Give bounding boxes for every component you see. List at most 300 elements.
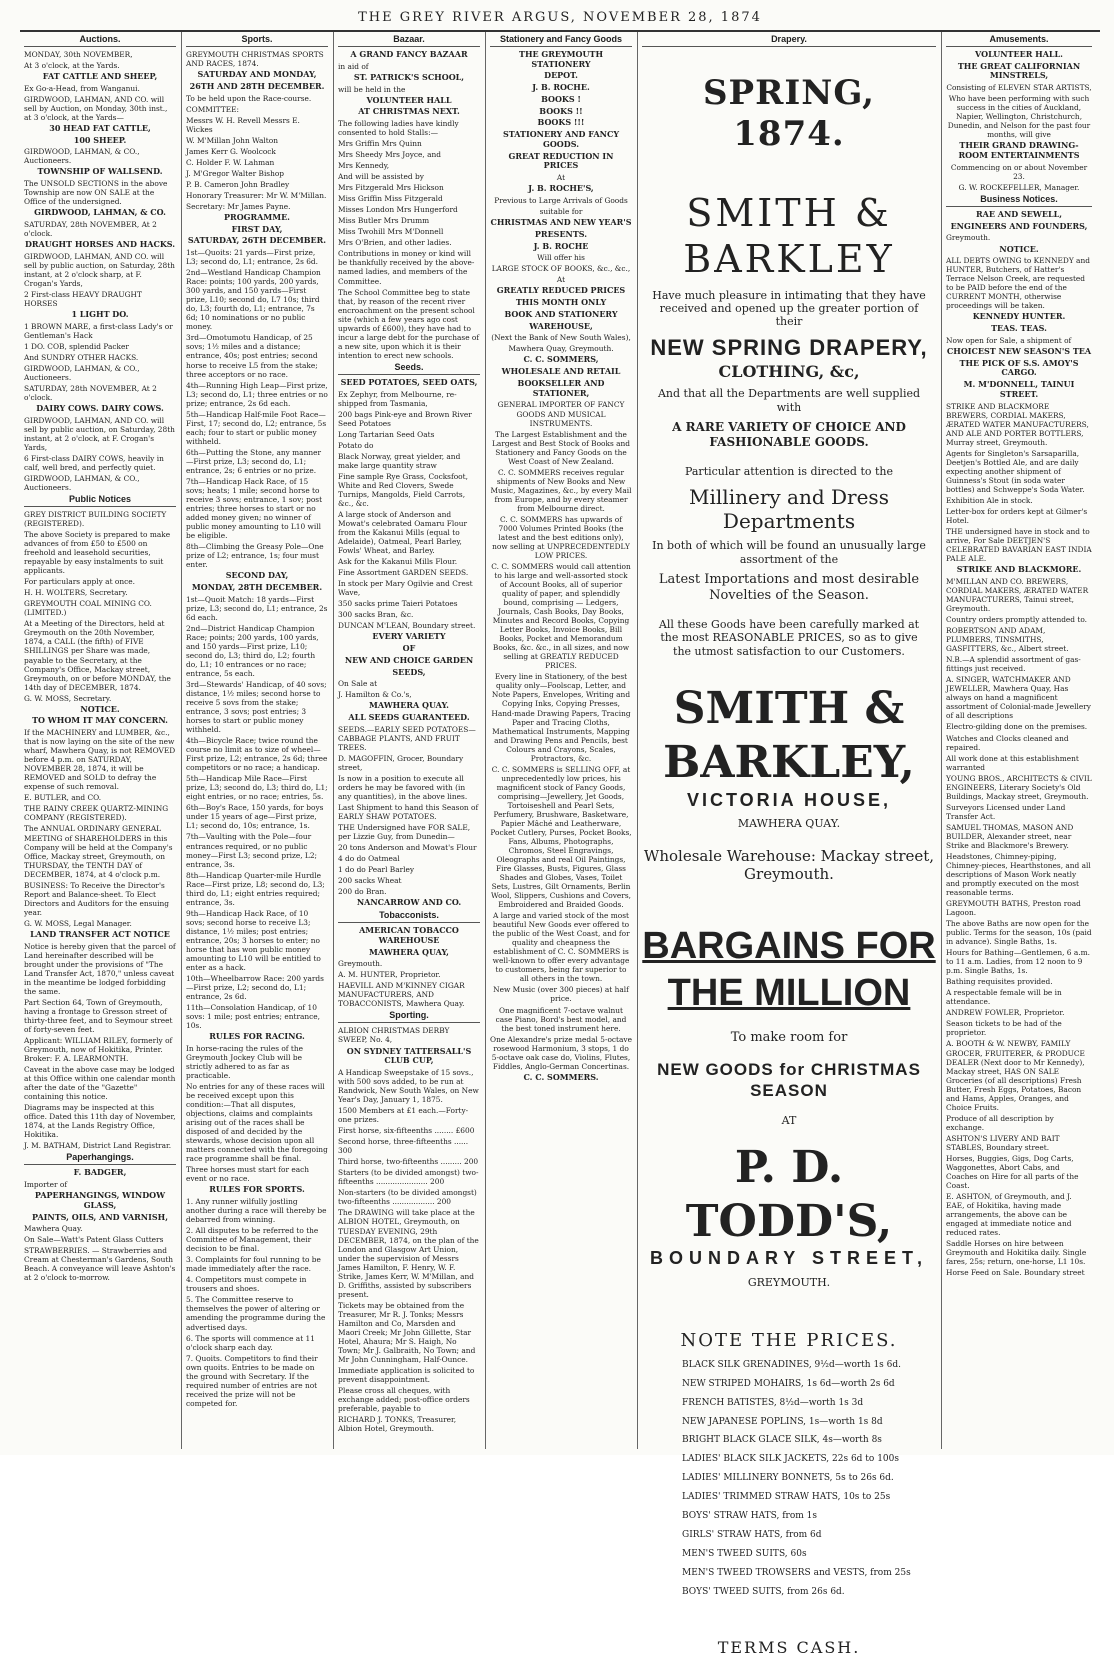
text-line: MEN'S TWEED TROWSERS and VESTS, from 25s — [682, 1568, 911, 1579]
text-line: LADIES' MILLINERY BONNETS, 5s to 26s 6d. — [682, 1473, 894, 1484]
text-line: Agents for Singleton's Sarsaparilla, Deetjen's Bottled Ale, and are daily expecting another shipment of Guinness's Stout (in soda water bottles) and Schweppe's Soda Water. — [946, 448, 1085, 494]
text-line: THIS MONTH ONLY — [515, 297, 607, 308]
text-line: Potato do — [338, 440, 374, 450]
text-line: At 3 o'clock, at the Yards. — [24, 61, 120, 70]
text-line: FAT CATTLE AND SHEEP, — [42, 71, 158, 82]
text-line: SATURDAY, 28th NOVEMBER, At 2 o'clock. — [24, 384, 157, 403]
text-line: will be held in the — [338, 84, 406, 94]
text-line: Importer of — [24, 1179, 68, 1189]
text-line: 2 First-class HEAVY DRAUGHT HORSES — [24, 290, 142, 309]
tobacconists-body — [338, 926, 480, 1008]
boundary-street: BOUNDARY STREET, — [649, 1248, 929, 1269]
text-line: H. H. WOLTERS, Secretary. — [24, 588, 128, 598]
text-line: GREY DISTRICT BUILDING SOCIETY (REGISTERED). — [24, 510, 167, 529]
text-line: Ex Go-a-Head, from Wanganui. — [24, 83, 140, 93]
text-line: Diagrams may be inspected at this office. Dated this 11th day of November, 1874, at the Lands Registry Office, Hokitika. — [24, 1103, 176, 1140]
text-line: BOYS' TWEED SUITS, from 26s 6d. — [682, 1587, 845, 1598]
text-line: In stock per Mary Ogilvie and Crest Wave, — [338, 579, 473, 598]
text-line: 100 SHEEP. — [73, 134, 127, 145]
text-line: 5th—Handicap Mile Race—First prize, L3; second do, L3; third do, L1; eight entries, or no race; entries, 5s. — [186, 774, 328, 802]
text-line: THE PICK OF S.S. AMOY'S CARGO. — [959, 357, 1079, 378]
at-label: AT — [781, 1113, 797, 1127]
text-line: C. C. SOMMERS receives regular shipments of New Books and New Music, Magazines, &c., by every Mail from Europe, and by every steamer from Melbourne direct. — [490, 467, 632, 513]
text-line: CHOICEST NEW SEASON'S TEA — [946, 345, 1092, 356]
text-line: The above Baths are now open for the public. Terms for the season, 10s (paid in advance). Single Baths, 1s. — [946, 919, 1092, 947]
text-line: No entries for any of these races will be received except upon this condition:—That all disputes, objections, claims and complaints arising out of the races shall be disposed of and decided by the stewards, whose decision upon all matters connected with the foregoing race programme shall be final. — [186, 1082, 328, 1164]
text-line: SATURDAY, 28th NOVEMBER, At 2 o'clock. — [24, 220, 157, 239]
text-line: Contributions in money or kind will be thankfully received by the above-named ladies, and members of the Committee. — [338, 249, 475, 286]
text-line: ALL DEBTS OWING to KENNEDY and HUNTER, Butchers, of Hatter's Terrace Nelson Creek, are requested to be PAID before the end of the CURRENT MONTH, otherwise proceedings will be taken. — [946, 256, 1090, 311]
text-line: 8th—Climbing the Greasy Pole—One prize of L2; entrance, 1s; four must enter. — [186, 542, 324, 570]
text-line: Season tickets to be had of the proprietor. — [946, 1019, 1062, 1038]
latest-importations: Latest Importations and most desirable Novelties of the Season. — [658, 572, 920, 604]
text-line: RULES FOR RACING. — [209, 1031, 305, 1042]
text-line: DRAUGHT HORSES AND HACKS. — [24, 239, 176, 250]
business-heading: Business Notices. — [946, 194, 1092, 207]
text-line: C. Holder F. W. Lahman — [186, 157, 275, 167]
text-line: 3rd—Stewards' Handicap, of 40 sovs; distance, 1½ miles; second horse to receive 5 sovs from the stake; entrance, 3 sovs; post entries; 3 horses to start or public money withheld. — [186, 679, 327, 735]
text-line: GREYMOUTH BATHS, Preston road Lagoon. — [946, 899, 1081, 918]
text-line: SAMUEL THOMAS, MASON AND BUILDER, Alexander street, near Strike and Blackmore's Brewery. — [946, 822, 1074, 850]
text-line: GREAT REDUCTION IN PRICES — [508, 150, 614, 171]
text-line: Mrs Sheedy Mrs Joyce, and — [338, 150, 442, 160]
column-sports — [182, 32, 332, 1449]
text-line: SEED POTATOES, SEED OATS, — [340, 376, 478, 387]
text-line: LARGE STOCK OF BOOKS, &c., &c., — [491, 264, 631, 274]
text-line: THE GREYMOUTH STATIONERY — [519, 48, 603, 69]
text-line: 1 do do Pearl Barley — [338, 865, 415, 875]
text-line: suitable for — [539, 207, 583, 217]
text-line: All work done at this establishment warranted — [946, 753, 1079, 772]
price-list — [642, 1360, 936, 1599]
text-line: DAIRY COWS. DAIRY COWS. — [36, 403, 164, 414]
text-line: Part Section 64, Town of Greymouth, having a frontage to Gresson street of thirty-three feet, and to Seymour street of forty-seven feet. — [24, 997, 173, 1034]
text-line: RULES FOR SPORTS. — [209, 1184, 305, 1195]
text-line: C. C. SOMMERS has upwards of 7000 Volumes Printed Books (the latest and the best editions only), now selling at UNPRECEDENTEDLY LOW PRICES. — [492, 514, 630, 560]
text-line: 1. Any runner wilfully jostling another during a race will thereby be debarred from winning. — [186, 1197, 327, 1225]
sporting-body — [338, 1026, 480, 1433]
new-spring-drapery: NEW SPRING DRAPERY, — [650, 334, 928, 360]
victoria-house: VICTORIA HOUSE, — [686, 789, 892, 810]
text-line: Caveat in the above case may be lodged at this Office within one calendar month after the date of the "Gazette" containing this notice. — [24, 1064, 176, 1102]
auctions-body — [24, 50, 176, 492]
text-line: A. BOOTH & W. NEWBY, FAMILY GROCER, FRUITERER, & PRODUCE DEALER (Next door to Mr Kennedy), Mackay street, HAS ON SALE Groceries (of all descriptions) Fresh Butter, Fresh Eggs, Potatoes, Bacon and Hams, Apples, Oranges, and Choice Fruits. — [946, 1039, 1085, 1112]
text-line: GIRDWOOD, LAHMAN, & CO., Auctioneers. — [24, 147, 140, 166]
text-line: 200 bags Pink-eye and Brown River Seed Potatoes — [338, 409, 472, 428]
text-line: 1500 Members at £1 each.—Forty-one prizes. — [338, 1106, 469, 1125]
text-line: The above Society is prepared to make advances of from £50 to £500 on freehold and leasehold securities, repayable by easy instalments to suit applicants. — [24, 530, 171, 576]
text-line: C. C. SOMMERS would call attention to his large and well-assorted stock of Account Books, all of superior quality of paper, and splendidly bound, comprising — Ledgers, Journals, Cash Books, Day Books, Minutes and Record Books, Copying Letter Books, Invoice Books, Bill Books, Pocket and Memorandum Books, &c. &c., in all sizes, and now selling at GREATLY REDUCED PRICES. — [491, 562, 631, 671]
text-line: Horse Feed on Sale. Boundary street — [946, 1268, 1085, 1278]
text-line: Second horse, three-fifteenths ...... 300 — [338, 1137, 469, 1156]
text-line: 2. All disputes to be referred to the Committee of Management, their decision to be final. — [186, 1226, 319, 1254]
text-line: Watches and Clocks cleaned and repaired. — [946, 733, 1069, 752]
text-line: AT CHRISTMAS NEXT. — [358, 106, 460, 117]
text-line: Mrs Kennedy, — [338, 161, 390, 171]
text-line: Immediate application is solicited to prevent disappointment. — [338, 1365, 475, 1384]
text-line: LADIES' BLACK SILK JACKETS, 22s 6d to 100s — [682, 1454, 899, 1465]
text-line: BOYS' STRAW HATS, from 1s — [682, 1511, 818, 1522]
stationery-body — [490, 50, 632, 1083]
text-line: Notice is hereby given that the parcel of Land hereinafter described will be brought under the provisions of "The Land Transfer Act, 1870," unless caveat in the meantime be lodged forbidding the same. — [24, 941, 176, 996]
text-line: The following ladies have kindly consented to hold Stalls:— — [338, 119, 459, 138]
text-line: And SUNDRY OTHER HACKS. — [24, 352, 139, 362]
text-line: A. M. HUNTER, Proprietor. — [338, 970, 441, 980]
text-line: Messrs W. H. Revell Messrs E. Wickes — [186, 115, 300, 134]
text-line: 5th—Handicap Half-mile Foot Race—First, 17; second do, L2; entrance, 5s each; four to start or public money withheld. — [186, 409, 327, 446]
text-line: Will offer his — [537, 253, 585, 263]
text-line: VOLUNTEER HALL. — [975, 48, 1063, 59]
paperhangings-heading: Paperhangings. — [24, 1152, 176, 1165]
text-line: New Music (over 300 pieces) at half price. — [493, 985, 629, 1004]
text-line: At a Meeting of the Directors, held at Greymouth on the 20th November, 1874, a CALL (the fifth) of FIVE SHILLINGS per Share was made, payable to the Secretary, at the Company's Office, Mackay street, Greymouth, on or before MONDAY, the 14th day of DECEMBER, 1874. — [24, 619, 171, 692]
text-line: ROBERTSON AND ADAM, PLUMBERS, TINSMITHS, GASFITTERS, &c., Albert street. — [946, 626, 1069, 654]
text-line: 4. Competitors must compete in trousers and shoes. — [186, 1275, 307, 1294]
text-line: A. SINGER, WATCHMAKER AND JEWELLER, Mawhera Quay, Has always on hand a magnificent assortment of Colonial-made Jewellery of all descriptions — [946, 675, 1091, 721]
text-line: SATURDAY, 26TH DECEMBER. — [187, 235, 327, 246]
text-line: Misses London Mrs Hungerford — [338, 205, 458, 215]
text-line: ASHTON'S LIVERY AND BAIT STABLES, Boundary street. — [946, 1133, 1060, 1152]
tobacconists-heading: Tobacconists. — [338, 910, 480, 923]
text-line: 4 do do Oatmeal — [338, 854, 400, 864]
text-line: MONDAY, 28TH DECEMBER. — [191, 581, 323, 592]
text-line: SEEDS, — [392, 666, 426, 677]
text-line: Third horse, two-fifteenths ......... 200 — [338, 1157, 479, 1167]
text-line: STRIKE AND BLACKMORE BREWERS, CORDIAL MAKERS, ÆRATED WATER MANUFACTURERS, AND ALE AND PORTER BOTTLERS, Murray street, Greymouth. — [946, 401, 1089, 447]
text-line: MAWHERA QUAY, — [369, 946, 449, 957]
column-stationery — [486, 32, 636, 1449]
text-line: KENNEDY HUNTER. — [972, 311, 1066, 322]
masthead-title: THE GREY RIVER ARGUS, NOVEMBER 28, 1874 — [358, 10, 762, 25]
text-line: GIRDWOOD, LAHMAN, AND CO. will sell by public auction, on Saturday, 28th instant, at 2 o'clock sharp, at F. Crogan's Yards, — [24, 251, 175, 288]
text-line: THE Undersigned have FOR SALE, per Lizzie Guy, from Dunedin— — [338, 823, 471, 842]
text-line: One Alexandre's prize medal 5-octave rosewood Harmonium, 3 stops, 1 do 5-octave oak case do, Violins, Flutes, Fiddles, Anglo-German Concertinas. — [490, 1034, 632, 1071]
text-line: ALBION CHRISTMAS DERBY SWEEP, No. 4, — [338, 1026, 450, 1045]
text-line: NEW STRIPED MOHAIRS, 1s 6d—worth 2s 6d — [682, 1378, 895, 1389]
text-line: ON SYDNEY TATTERSALL'S CLUB CUP, — [346, 1045, 472, 1066]
text-line: BOOKS !!! — [537, 117, 585, 128]
sports-heading: Sports. — [186, 34, 328, 47]
text-line: On Sale—Watt's Patent Glass Cutters — [24, 1235, 164, 1245]
text-line: C. C. SOMMERS, — [523, 354, 599, 365]
text-line: MAWHERA QUAY. — [369, 700, 449, 711]
text-line: For particulars apply at once. — [24, 577, 135, 587]
text-line: Consisting of ELEVEN STAR ARTISTS, — [946, 83, 1092, 93]
particular-attention: Particular attention is directed to the — [684, 465, 894, 479]
mawhera-quay: MAWHERA QUAY. — [737, 817, 841, 831]
text-line: in aid of — [338, 61, 369, 71]
text-line: ANDREW FOWLER, Proprietor. — [946, 1008, 1065, 1018]
text-line: Applicant: WILLIAM RILEY, formerly of Greymouth, now of Hokitika, Printer. Broker: F. A. LEARMONTH. — [24, 1035, 173, 1063]
text-line: E. BUTLER, and CO. — [24, 793, 102, 803]
text-line: D. MAGOFFIN, Grocer, Boundary street, — [338, 753, 464, 772]
text-line: The School Committee beg to state that, by reason of the recent river encroachment on the present school site (which a few years ago cost upwards of £600), they have had to incur a large debt for the purchase of a new site, upon which it is their intention to erect new schools. — [338, 287, 480, 360]
text-line: The ANNUAL ORDINARY GENERAL MEETING of SHAREHOLDERS in this Company will be held at the Company's Office, Mackay street, Greymouth, on THURSDAY, the TENTH DAY of DECEMBER, 1874, at 4 o'clock p.m. — [24, 824, 173, 879]
wholesale-warehouse: Wholesale Warehouse: Mackay street, Greymouth. — [643, 846, 935, 884]
text-line: THE GREAT CALIFORNIAN MINSTRELS, — [957, 60, 1081, 81]
text-line: NEW JAPANESE POPLINS, 1s—worth 1s 8d — [682, 1416, 883, 1427]
text-line: Produce of all description by exchange. — [946, 1113, 1054, 1132]
text-line: AMERICAN TOBACCO WAREHOUSE — [359, 925, 459, 945]
rare-variety: A RARE VARIETY OF CHOICE AND FASHIONABLE GOODS. — [672, 420, 906, 449]
text-line: DEPOT. — [544, 70, 578, 81]
text-line: STRAWBERRIES. — Strawberries and Cream at Chesterman's Gardens, South Beach. A conveyance will leave Ashton's at 2 o'clock to-morrow. — [24, 1246, 176, 1283]
text-line: Headstones, Chimney-piping, Chimney-pieces, Hearthstones, and all descriptions of Mason Work neatly and promptly executed on the most reasonable terms. — [946, 851, 1091, 897]
text-line: At — [556, 173, 566, 183]
text-line: 6th—Boy's Race, 150 yards, for boys under 15 years of age—First prize, L1; second do, 10s; entrance, 1s. — [186, 803, 324, 831]
text-line: FRENCH BATISTES, 8½d—worth 1s 3d — [682, 1397, 864, 1408]
stationery-heading: Stationery and Fancy Goods — [490, 34, 632, 47]
amusements-heading: Amusements. — [946, 34, 1092, 47]
text-line: Ask for the Kakanui Mills Flour. — [338, 557, 458, 567]
text-line: 1st—Quoits: 21 yards—First prize, L3; second do, L1; entrance, 2s 6d. — [186, 248, 319, 267]
seeds-body — [338, 378, 480, 908]
text-line: Exhibition Ale in stock. — [946, 496, 1033, 506]
text-line: Mrs Griffin Mrs Quinn — [338, 139, 422, 149]
text-line: J. B. ROCHE'S, — [528, 183, 594, 194]
text-line: THEIR GRAND DRAWING-ROOM ENTERTAINMENTS — [958, 140, 1080, 161]
text-line: STRIKE AND BLACKMORE. — [956, 564, 1082, 575]
text-line: NEW AND CHOICE GARDEN — [344, 654, 474, 665]
text-line: GENERAL IMPORTER OF FANCY GOODS AND MUSICAL INSTRUMENTS. — [497, 400, 625, 428]
text-line: 7th—Handicap Hack Race, of 15 sovs; heats; 1 mile; second horse to receive 3 sovs; entrance, 1 sov; post entries; three horses to start or no added money given; no winner of public money amounting to L10 will be eligible. — [186, 476, 323, 541]
text-line: NOTICE. — [999, 243, 1039, 254]
text-line: Ex Zephyr, from Melbourne, re-shipped from Tasmania, — [338, 389, 457, 408]
text-line: OF — [402, 643, 416, 653]
text-line: LADIES' TRIMMED STRAW HATS, 10s to 25s — [682, 1492, 891, 1503]
masthead — [20, 6, 1100, 32]
text-line: 350 sacks prime Taieri Potatoes — [338, 599, 458, 609]
text-line: M'MILLAN AND CO. BREWERS, CORDIAL MAKERS, ÆRATED WATER MANUFACTURERS, Tainui street, Greymouth. — [946, 577, 1089, 614]
text-line: SECOND DAY, — [225, 570, 289, 581]
text-line: BRIGHT BLACK GLACE SILK, 4s—worth 8s — [682, 1435, 882, 1446]
text-line: J. M'Gregor Walter Bishop — [186, 168, 285, 178]
text-line: 26TH AND 28TH DECEMBER. — [189, 80, 325, 91]
text-line: THE RAINY CREEK QUARTZ-MINING COMPANY (REGISTERED). — [24, 804, 169, 823]
sports-body — [186, 50, 328, 1408]
text-line: Non-starters (to be divided amongst) two-fifteenths .................. 200 — [338, 1188, 477, 1207]
text-line: GIRDWOOD, LAHMAN, & CO., Auctioneers. — [24, 474, 140, 493]
text-line: Miss Griffin Miss Fitzgerald — [338, 194, 443, 204]
text-line: 9th—Handicap Hack Race, of 10 sovs; second horse to receive L3; distance, 1½ miles; post entries; entrance, 20s; 3 horses to enter; no horse that has won public money amounting to L10 will be entitled to enter as a hack. — [186, 908, 321, 972]
text-line: BOOK AND STATIONERY — [504, 308, 618, 319]
text-line: TOWNSHIP OF WALLSEND. — [37, 166, 163, 177]
text-line: Country orders promptly attended to. — [946, 615, 1088, 625]
text-line: PAPERHANGINGS, WINDOW GLASS, — [34, 1190, 166, 1210]
amusements-body — [946, 50, 1092, 192]
text-line: 2nd—Westland Handicap Champion Race: points; 100 yards, 200 yards, 300 yards, and 150 yards—First prize, L10; second do, L7 10s; third do, L3; fourth do, L1; entrance, 7s 6d; 10 nominations or no public money. — [186, 268, 321, 332]
text-line: 5. The Committee reserve to themselves the power of altering or amending the programme during the advertised days. — [186, 1295, 326, 1332]
text-line: FIRST DAY, — [231, 223, 283, 234]
text-line: Commencing on or about November 23. — [950, 162, 1088, 181]
text-line: Fine Assortment GARDEN SEEDS. — [338, 568, 469, 578]
text-line: NOTICE. — [80, 703, 120, 714]
text-line: STATIONERY AND FANCY GOODS. — [502, 129, 620, 149]
column-amusements — [942, 32, 1096, 1449]
text-line: Fine sample Rye Grass, Cocksfoot, White and Red Clovers, Swede Turnips, Mangolds, Field Carrots, &c., &c. — [338, 471, 468, 508]
text-line: RAE AND SEWELL, — [976, 208, 1062, 219]
text-line: Three horses must start for each event or no race. — [186, 1165, 310, 1184]
make-room: To make room for — [730, 1030, 848, 1046]
text-line: 7th—Vaulting with the Pole—four entrances required, or no public money—First L3; second prize, L2; entrance, 3s. — [186, 832, 318, 869]
text-line: W. M'Millan John Walton — [186, 135, 278, 145]
text-line: ST. PATRICK'S SCHOOL, — [353, 71, 465, 82]
text-line: Secretary: Mr James Payne. — [186, 201, 291, 211]
text-line: (Next the Bank of New South Wales), — [491, 333, 631, 343]
column-drapery — [638, 32, 940, 1658]
text-line: 3rd—Omotumotu Handicap, of 25 sovs; 1½ miles and a distance; entrance, 40s; post entries; second horse to receive L5 from the stake; three acceptors or no race. — [186, 333, 318, 379]
drapery-intro: Have much pleasure in intimating that they have received and opened up the greater portion of their — [652, 288, 926, 329]
text-line: 1st—Quoit Match: 18 yards—First prize, L3; second do, L1; entrance, 2s 6d each. — [186, 594, 328, 622]
bazaar-heading: Bazaar. — [338, 34, 480, 47]
text-line: G. W. MOSS, Legal Manager. — [24, 918, 132, 928]
text-line: N.B.—A splendid assortment of gas-fittings just received. — [946, 655, 1081, 674]
text-line: WAREHOUSE, — [529, 320, 593, 331]
text-line: Miss Butler Mrs Drumm — [338, 216, 430, 226]
text-line: 200 do Bran. — [338, 887, 387, 897]
text-line: A respectable female will be in attendance. — [946, 988, 1062, 1007]
text-line: BOOKSELLER AND STATIONER, — [517, 377, 605, 398]
text-line: G. W. ROCKEFELLER, Manager. — [958, 182, 1080, 192]
text-line: F. BADGER, — [73, 1167, 127, 1178]
public-notices-body — [24, 510, 176, 1150]
spring-title: SPRING, 1874. — [702, 72, 876, 155]
text-line: Mrs O'Brien, and other ladies. — [338, 238, 452, 248]
text-line: Mawhera Quay. — [24, 1224, 83, 1234]
text-line: 7. Quoits. Competitors to find their own quoits. Entries to be made on the ground with Secretary. If the required number of entries are not received the prize will not be competed for. — [186, 1353, 318, 1408]
text-line: EVERY VARIETY — [372, 631, 446, 642]
text-line: 4th—Running High Leap—First prize, L3; second do, L1; three entries or no prize; entrance, 2s 6d each. — [186, 380, 328, 408]
greymouth-label: GREYMOUTH. — [747, 1276, 831, 1290]
text-line: 6th—Putting the Stone, any manner—First prize, L3; second do, L1; entrance, 2s; 6 entries or no prize. — [186, 447, 321, 475]
text-line: 1 LIGHT DO. — [71, 309, 129, 320]
text-line: GIRDWOOD, LAHMAN, AND CO. will sell by Auction, on Monday, 30th inst., at 3 o'clock, at the Yards— — [24, 94, 168, 122]
text-line: Surveyors Licensed under Land Transfer Act. — [946, 802, 1066, 821]
text-line: A GRAND FANCY BAZAAR — [350, 48, 468, 59]
smith-barkley-footer: SMITH & BARKLEY, — [663, 683, 915, 788]
text-line: GREYMOUTH CHRISTMAS SPORTS AND RACES, 1874. — [186, 49, 324, 68]
text-line: 10th—Wheelbarrow Race: 200 yards—First prize, L2; second do, L1; entrance, 2s 6d. — [186, 973, 324, 1001]
text-line: 11th—Consolation Handicap, of 10 sovs: 1 mile; post entries; entrance, 10s. — [186, 1003, 321, 1031]
text-line: M. M'DONNELL, TAINUI STREET. — [963, 379, 1075, 399]
text-line: YOUNG BROS., ARCHITECTS & CIVIL ENGINEERS, Literary Society's Old Buildings, Mackay street, Greymouth. — [946, 773, 1092, 801]
text-line: NANCARROW AND CO. — [356, 897, 462, 908]
text-line: TO WHOM IT MAY CONCERN. — [32, 715, 168, 726]
text-line: 1 BROWN MARE, a first-class Lady's or Gentleman's Hack — [24, 321, 173, 340]
text-line: SATURDAY AND MONDAY, — [197, 69, 317, 80]
text-line: A large and varied stock of the most beautiful New Goods ever offered to the public of the West Coast, and for quality and cheapness the establishment of C. C. SOMMERS is well-known to offer every advantage to customers, being far superior to all others in the town. — [492, 911, 630, 984]
text-line: J. B. ROCHE. — [532, 82, 590, 93]
text-line: LAND TRANSFER ACT NOTICE — [30, 928, 170, 939]
text-line: And will be assisted by — [338, 172, 424, 182]
text-line: The UNSOLD SECTIONS in the above Township are now ON SALE at the Office of the undersigned. — [24, 179, 168, 207]
bazaar-body — [338, 50, 480, 360]
bargains-title: BARGAINS FOR THE MILLION — [642, 925, 936, 1014]
text-line: 6 First-class DAIRY COWS, heavily in calf, well bred, and perfectly quiet. — [24, 453, 164, 472]
sporting-heading: Sporting. — [338, 1010, 480, 1023]
text-line: A large stock of Anderson and Mowat's celebrated Oamaru Flour from the Kakanui Mills (equal to Adelaide), Oatmeal, Pearl Barley, Fowls' Wheat, and Barley. — [338, 509, 467, 555]
text-line: A Handicap Sweepstake of 15 sovs., with 500 sovs added, to be run at Randwick, New South Wales, on New Year's Day, January 1, 1875. — [338, 1068, 479, 1105]
text-line: On Sale at — [338, 679, 378, 689]
text-line: GREATLY REDUCED PRICES — [496, 285, 626, 296]
text-line: James Kerr G. Woolcock — [186, 146, 276, 156]
text-line: 8th—Handicap Quarter-mile Hurdle Race—First prize, L8; second do, L3; third do, L1; eight entries required; entrance, 3s. — [186, 870, 325, 907]
text-line: Last Shipment to hand this Season of EARLY SHAW POTATOES. — [338, 803, 479, 822]
text-line: 300 sacks Bran, &c. — [338, 610, 414, 620]
text-line: 200 sacks Wheat — [338, 876, 402, 886]
text-line: ENGINEERS AND FOUNDERS, — [950, 220, 1088, 231]
text-line: Starters (to be divided amongst) two-fifteenths ...................... 200 — [338, 1168, 479, 1187]
drapery-heading: Drapery. — [642, 34, 936, 47]
text-line: The DRAWING will take place at the ALBION HOTEL, Greymouth, on TUESDAY EVENING, 29th DECEMBER, 1874, on the plan of the London and Glasgow Art Union, under the supervision of Messrs James Hamilton, F. Henry, W. F. Strike, James Kerr, W. M'Millan, and D. Griffiths, assisted by subscribers present. — [338, 1208, 479, 1299]
christmas-goods: NEW GOODS for CHRISTMAS SEASON — [657, 1060, 921, 1100]
text-line: VOLUNTEER HALL — [366, 94, 452, 105]
text-line: PROGRAMME. — [224, 211, 290, 222]
text-line: MONDAY, 30th NOVEMBER, — [24, 49, 133, 59]
text-line: Now open for Sale, a shipment of — [946, 335, 1072, 345]
text-line: At — [556, 275, 566, 285]
text-line: DUNCAN M'LEAN, Boundary street. — [338, 621, 476, 631]
text-line: COMMITTEE: — [186, 104, 240, 114]
seeds-heading: Seeds. — [338, 362, 480, 375]
text-line: MEN'S TWEED SUITS, 60s — [682, 1549, 807, 1560]
text-line: J. M. BATHAM, District Land Registrar. — [24, 1141, 172, 1151]
text-line: Miss Twohill Mrs M'Donnell — [338, 227, 444, 237]
text-line: 1 DO. COB, splendid Packer — [24, 341, 129, 351]
both-line: In both of which will be found an unusually large assortment of the — [652, 539, 926, 566]
text-line: P. B. Cameron John Bradley — [186, 179, 290, 189]
text-line: WHOLESALE AND RETAIL — [501, 366, 621, 377]
text-line: CHRISTMAS AND NEW YEAR'S — [490, 217, 632, 228]
text-line: BUSINESS: To Receive the Director's Report and Balance-sheet. To Elect Directors and Auditors for the ensuing year. — [24, 880, 170, 917]
text-line: First horse, six-fifteenths ........ £600 — [338, 1126, 475, 1136]
business-body — [946, 210, 1092, 1277]
text-line: Saddle Horses on hire between Greymouth and Hokitika daily. Single fares, 25s; return, one-horse, L1 10s. — [946, 1239, 1087, 1267]
text-line: In horse-racing the rules of the Greymouth Jockey Club will be strictly adhered to as far as practicable. — [186, 1043, 303, 1080]
text-line: Greymouth. — [946, 233, 991, 243]
text-line: Please cross all cheques, with exchange added; post-office orders preferable, payable to — [338, 1386, 470, 1414]
text-line: GIRDWOOD, LAHMAN, & CO. — [34, 207, 166, 218]
text-line: SEEDS.—EARLY SEED POTATOES—CABBAGE PLANTS, AND FRUIT TREES. — [338, 724, 476, 752]
departments-line: And that all the Departments are well supplied with — [657, 387, 921, 414]
text-line: Greymouth. — [338, 959, 383, 969]
text-line: 30 HEAD FAT CATTLE, — [49, 122, 151, 133]
text-line: The Largest Establishment and the Largest and Best Stock of Books and Stationery and Fancy Goods on the West Coast of New Zealand. — [491, 429, 631, 466]
text-line: Horses, Buggies, Gigs, Dog Carts, Waggonettes, Abort Cabs, and Coaches on Hire for all parts of the Coast. — [946, 1153, 1079, 1190]
text-line: Who have been performing with such success in the cities of Auckland, Napier, Wellington, Christchurch, Dunedin, and Nelson for the past four months, will give — [947, 94, 1091, 140]
text-line: 3. Complaints for foul running to be made immediately after the race. — [186, 1255, 321, 1274]
text-line: Letter-box for orders kept at Gilmer's Hotel. — [946, 507, 1088, 526]
millinery-departments: Millinery and Dress Departments — [689, 484, 889, 534]
text-line: GREYMOUTH COAL MINING CO. (LIMITED.) — [24, 599, 152, 618]
column-bazaar — [334, 32, 484, 1449]
clothing: CLOTHING, &c, — [718, 361, 860, 381]
text-line: THE undersigned have in stock and to arrive, For Sale DEETJEN'S CELEBRATED BAVARIAN EAST INDIA PALE ALE. — [946, 527, 1092, 564]
text-line: Electro-gilding done on the premises. — [946, 722, 1088, 732]
text-line: BOOKS !! — [539, 105, 583, 116]
text-line: Mrs Fitzgerald Mrs Hickson — [338, 183, 444, 193]
text-line: GIRDWOOD, LAHMAN, AND CO. will sell by public auction, on Saturday, 28th instant, at 2 o'clock, at F. Crogan's Yards, — [24, 415, 175, 452]
text-line: Bathing requisites provided. — [946, 977, 1053, 987]
text-line: PRESENTS. — [534, 228, 588, 239]
paperhangings-body — [24, 1168, 176, 1282]
text-line: BLACK SILK GRENADINES, 9½d—worth 1s 6d. — [682, 1359, 901, 1370]
text-line: 6. The sports will commence at 11 o'clock sharp each day. — [186, 1333, 315, 1352]
text-line: Every line in Stationery, of the best quality only—Foolscap, Letter, and Note Papers, Envelopes, Writing and Copying Inks, Copying Presses, Hand-made Drawing Papers, Tracing Paper and Tracing Cloths, Mathematical Instruments, Mapping and Drawing Pens and Pencils, best Colours and Crayons, Scales, Protractors, &c. — [491, 672, 631, 763]
text-line: Black Norway, great yielder, and make large quantity straw — [338, 451, 461, 470]
text-line: 2nd—District Handicap Champion Race; points; 200 yards, 100 yards, and 150 yards—First prize, L10; second do, L3; third do, L2; fourth do, L1; 10 entrances or no race; entrance, 5s each. — [186, 623, 319, 678]
text-line: C. C. SOMMERS is SELLING OFF, at unprecedentedly low prices, his magnificent stock of Fancy Goods, comprising—Jewellery, Jet Goods, Tortoiseshell and Pearl Sets, Perfumery, Brushware, Basketware, Papier Mâché and Leatherware, Pocket Cutlery, Purses, Pocket Books, Fans, Albums, Photographs, Chromos, Steel Engravings, Oleographs and real Oil Paintings, Fire Glasses, Busts, Figures, Glass Shades and Globes, Vases, Toilet Sets, Lustres, Gilt Ornaments, Berlin Wool, Slippers, Cushions and Covers, Embroidered and Braided Goods. — [490, 764, 632, 910]
